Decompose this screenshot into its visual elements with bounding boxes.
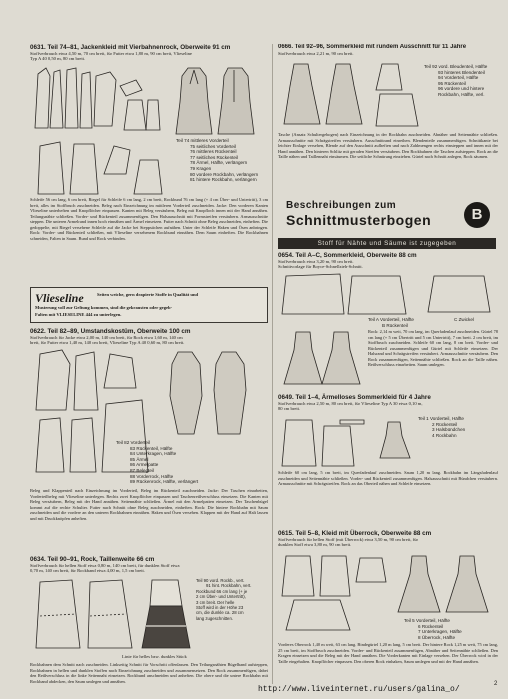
- left-column: [30, 44, 268, 684]
- page-number: 2: [494, 681, 498, 687]
- section-0649: [278, 394, 498, 412]
- labels-0634: [196, 578, 251, 621]
- pattern-pieces-0649: [280, 416, 370, 472]
- fabric-usage-0634: Stoffverbrauch für hellen Stoff etwa 0,80 m, 140 cm breit, für dunklen Stoff etwa: [30, 563, 180, 568]
- banner-title-line-1: Beschreibungen zum: [286, 200, 397, 211]
- part-label: 77 seitliches Rückenteil: [190, 154, 239, 160]
- parts-list-0666: [424, 64, 487, 98]
- part-label: 86 Armelpatte: [130, 462, 159, 468]
- part-label: cm, die dunkle ca. 28 cm: [196, 610, 244, 616]
- part-label: 6 Rückenteil: [418, 623, 444, 629]
- part-label: 88 Vorderrock, Hälfte: [130, 473, 174, 479]
- fabric-usage-0622-b: breit, für Futter etwa 1,40 m, 140 cm breit, Vlieseline Typ A 40 0,60 m, 80 cm breit.: [30, 340, 185, 346]
- parts-list-0622: [116, 440, 198, 485]
- part-label: 85 Ärmel: [130, 456, 149, 462]
- part-label: 79 Kragen: [190, 165, 212, 171]
- part-label: 84 Unterkragen, Hälfte: [130, 451, 177, 457]
- part-label: 81 hintere Rockbahn, verlängern: [190, 177, 257, 183]
- fashion-figure-0631: [166, 62, 266, 137]
- part-label: 89 Rückenrock, Hälfte, verlängert: [130, 479, 199, 485]
- fashion-figure-0622: [156, 346, 266, 438]
- section-header-0622: 0622. Teil 82–89, Umstandskostüm, Oberweite 100 cm: [30, 328, 191, 335]
- fashion-figure-0649: [374, 418, 416, 462]
- section-header-0649: 0649. Teil 1–4, Ärmelloses Sommerkleid für 4 Jahre: [278, 394, 431, 401]
- part-label: 2 Rückenteil: [432, 421, 458, 427]
- part-label: 96 vordere und hintere: [438, 86, 485, 92]
- column-divider: [272, 44, 273, 684]
- fabric-usage-0649: Stoffverbrauch etwa 2,50 m, 80 cm breit, für Vlieseline Typ A 30 etwa 0,10 m,: [278, 401, 423, 406]
- line-legend-0634: Linie für helles bzw. dunkles Stück: [122, 654, 187, 659]
- fashion-figure-0634: [138, 576, 194, 654]
- vlieseline-text-1: Seiten weiche, gern drapierte Stoffe in Qualität und: [97, 292, 199, 297]
- fabric-usage-0654: Stoffverbrauch etwa 3,20 m, 90 cm breit.: [278, 259, 354, 264]
- part-label: 7 Unterkragen, Hälfte: [418, 629, 462, 635]
- section-0654: [278, 252, 498, 270]
- vlieseline-logo: Vlieseline: [35, 291, 84, 305]
- body-text-0622: Beleg und Klappenteil nach Einzeichnung im Vorderteil, Beleg im Rückenteil zuschneiden. Jacke: Der Taschen einarbeiten, Vorderteilbeleg mit Vlieseline unterlegen. Rechts zwei Knopflöcher einpassen und Taschenreißverschluss einsetzen. Die Kanten mit Beleg versäubern, Beleg mit der Hand annähen. Seitennähte schließen. Ärmel mit den Armelpatten einsetzen. Der Taschenbügel kommt auf die rechte Schulter. Futter nach Schnitt ohne Beleg zuschneiden, einheften. Rock: Die hintere Rockbahn mit Saum zuschneiden und die vordere an den unteren Rockbahnen einnähen. Haken und Ösen versehen. Klappen mit der Hand auf Halt lassen und mit Druckknöpfen anheften.: [30, 488, 268, 521]
- parts-list-0649: [418, 416, 465, 438]
- part-label: B Rückenteil: [382, 322, 408, 328]
- right-column: [278, 44, 498, 684]
- body-text-0615: Vorderes Oberrock 1,40 m weit, 63 cm lang. Bindegürtel 1,20 m lang, 5 cm breit. Der hintere Rock 1,25 m weit, 75 cm lang, 25 cm breit, im Stoffbruch zuschneiden. Vorder- und Rückenteil zusammenfügen, Abnäher und Seitennähte schließen. Den Kragen einsetzen und die Beleg mit der Hand annähen. Die Vorderkanten mit Einlage versehen. Der Überrock wird in der Taille eingehalten. Knopflöcher einpassen. Den oberen Rock einhaken, Saum umlegen und mit der Hand annähen.: [278, 642, 498, 664]
- badge-b: B: [464, 202, 490, 228]
- fabric-usage-0622: Stoffverbrauch für Jacke etwa 2,00 m, 140 cm breit, für Rock etwa 1,60 m, 140 cm: [30, 335, 183, 340]
- fabric-usage-0654-b: Schnittvorlage für Boyce-Schnellzieh-Schnitt.: [278, 264, 363, 270]
- part-label: 95 Rückenteil: [438, 80, 466, 86]
- part-label: 3 cm breit. Der helle: [196, 599, 235, 605]
- pattern-pieces-0666: [372, 60, 420, 130]
- part-label: Stoff wird in der Höhe 23: [196, 605, 244, 611]
- body-text-0649: Schleife 60 cm lang, 5 cm breit, im Querfadenlauf zuschneiden. Saum 1,20 m lang. Rockbahn im Längsfadenlauf zuschneiden und Seitennähte schließen. Vorder- und Rückenteil zusammenfügen. Halsausschnitt mit Bündchen versäubern. Armausschnitte mit Schrägstreifen. Rock an das Oberteil nähen und Schleife einsetzen.: [278, 470, 498, 486]
- part-label: C Zwickel: [454, 317, 474, 322]
- body-text-0634: Rockbahnen dem Schnitt nach zuschneiden. Linkseitig Schnitt für Vorschritt offenlassen. Den Teilungsnähten Bügelband aufsteppen, Rockbahnen in hellen und dunklen Stoffen nach Einzeichnung zuschneiden und zusammensetzen. Den Rock zusammenfügen, dabei den Reißverschluss in die linke Seitennaht einsetzen. Rockbund anschneiden und anheften. Die obere und die untere Rockbahn mit Rockband abdecken, den Saum umlegen und annähen.: [30, 662, 268, 684]
- part-label: Teil 74 mittleres Vorderteil: [176, 138, 229, 143]
- section-0634: [30, 556, 268, 574]
- part-label: 94 Vorderteil, Hälfte: [438, 75, 479, 81]
- body-text-0654: Rock: 2,14 m weit, 70 cm lang, im Querfadenlauf zuschneiden. Gürtel 78 cm lang (+ 5 cm Übertritt und 5 cm Untertritt), 7 cm breit. 2 cm breit, im Stoffbruch zuschneiden. Schleife 60 cm lang, 8 cm breit. Vorder- und Rückenteil zusammenfügen und Gürtel mit Schleife einsetzen. Der Halsrand und Schrägstreifen versäubert. Armausschnitte versäubern. Den Rock zusammenfügen, Seitennähte schließen. Rock an die Taille nähen. Reißverschluss einarbeiten. Saum umlegen.: [368, 329, 498, 367]
- section-header-0654: 0654. Teil A–C, Sommerkleid, Oberweite 88 cm: [278, 252, 417, 259]
- part-label: 75 seitliches Vorderteil: [190, 143, 236, 149]
- fabric-usage-0634-b: 0,70 m, 140 cm breit, für Rockband etwa 4,00 m, 1,5 cm breit.: [30, 568, 145, 574]
- part-label: Teil A Vorderteil, Hälfte: [368, 317, 414, 322]
- fabric-usage-0615-b: dunklen Stoff etwa 3,80 m, 90 cm breit.: [278, 542, 352, 548]
- part-label: 91 hint. Rockbahn, vert.: [206, 583, 252, 589]
- part-label: 2 cm Über- und Untertritt),: [196, 594, 246, 600]
- pattern-pieces-0631: [32, 66, 162, 136]
- fashion-figure-0666: [280, 60, 370, 130]
- part-label: 4 Rockbahn: [432, 432, 457, 438]
- section-header-0615: 0615. Teil 5–8, Kleid mit Überrock, Oberweite 88 cm: [278, 530, 432, 537]
- part-label: Rockbund 66 cm lang (+ je: [196, 588, 248, 594]
- part-label: 3 Halsbündchen: [432, 427, 466, 433]
- section-header-0634: 0634. Teil 90–91, Rock, Taillenweite 66 cm: [30, 556, 155, 563]
- section-header-0666: 0666. Teil 92–96, Sommerkleid mit rundem Ausschnitt für 11 Jahre: [278, 44, 467, 50]
- pattern-piece-zwickel: [424, 272, 494, 316]
- pattern-sheet-banner: [278, 196, 498, 240]
- part-label: Rockbahn, Hälfte, verl.: [438, 91, 485, 97]
- fabric-usage-0631: Stoffverbrauch etwa 4,50 m, 70 cm breit, für Futter etwa 1,80 m, 90 cm breit, Vlieseline: [30, 51, 192, 56]
- fashion-figure-0615: [394, 552, 494, 616]
- pattern-pieces-0615: [280, 552, 390, 632]
- fabric-usage-0666: Stoffverbrauch etwa 2,21 m, 90 cm breit.: [278, 51, 354, 56]
- part-label: Teil 1 Vorderteil, Hälfte: [418, 416, 464, 421]
- section-header-0631: 0631. Teil 74–81, Jackenkleid mit Vierbahnenrock, Oberweite 91 cm: [30, 44, 231, 51]
- vlieseline-text-3: Falten mit VLIESELINE 444 zu unterlegen.: [35, 312, 122, 317]
- section-0615: [278, 530, 498, 548]
- fabric-usage-0631-b: Typ A 40 0,50 m, 80 cm breit.: [30, 56, 86, 62]
- part-label: Teil 5 Vorderteil, Hälfte: [404, 618, 450, 623]
- part-label: Teil 92 vord. Bleudenteil, Hälfte: [424, 64, 488, 69]
- part-label: 76 mittleres Rückenteil: [190, 149, 237, 155]
- pattern-pieces-0634: [32, 576, 136, 652]
- vlieseline-ad: [30, 287, 268, 323]
- fabric-usage-0649-b: 80 cm breit.: [278, 406, 301, 412]
- seam-allowance-strip: Stoff für Nähte und Säume ist zugegeben: [278, 238, 496, 249]
- part-label: Teil 82 Vorderteil: [116, 440, 150, 445]
- pattern-pieces-0631-lower: [34, 140, 164, 200]
- fabric-usage-0615: Stoffverbrauch für hellen Stoff (mit Überrock) etwa 3,50 m, 90 cm breit, für: [278, 537, 419, 542]
- body-text-0666: Tasche (Ansatz Schultergebogen) nach Einzeichnung in der Rockbahn zuschneiden. Abnäher und Seitennähte schließen. Armausschnitte mit Schrägstreifen versäubern. Ausschnittrand einreihen. Blendenteile zusammenfügen. Schnittkante bei leichter Einlage versehen, Blende auf den Ausschnitt aufheften und nach Zahlmengen rechts einsteppen und innen mit der Hand annähen. Den hinteren Schlitz mit geraden Streifen versäubern. Den Rockbahnen die Taschen aufsteppen. Rock an die Taille nähen und Taillennaht einsäumen. Die seitliche Schnürung einziehen. Gürtel nach Schnitt anlegen, Rock säumen.: [278, 132, 498, 159]
- parts-list-0631: [176, 138, 258, 183]
- part-label: 83 Rückenteil, Hälfte: [130, 445, 173, 451]
- section-0622: [30, 328, 268, 346]
- parts-list-0615: [404, 618, 462, 640]
- part-label: 8 Überrock, Hälfte: [418, 634, 456, 640]
- part-label: 80 vordere Rockbahn, verlängern: [190, 171, 259, 177]
- fashion-figure-0654: [280, 328, 364, 388]
- pattern-pieces-0654: [280, 272, 410, 316]
- part-label: Teil 90 vord. Rockb., vert.: [196, 578, 245, 583]
- parts-list-0654-c: [454, 317, 474, 323]
- part-label: 93 hinteres Blendenteil: [438, 69, 485, 75]
- source-url[interactable]: http://www.liveinternet.ru/users/galina_o/: [258, 685, 460, 694]
- vlieseline-text-2: Musterung voll zur Geltung kommen, sind die gekrausten oder gegeb-: [35, 305, 173, 310]
- parts-list-0654: [368, 317, 414, 328]
- banner-title-line-2: Schnittmusterbogen: [286, 212, 432, 228]
- body-text-0631: Schleife 56 cm lang, 6 cm breit, Riegel für Schleife 6 cm lang, 2 cm breit, Rockbund 76 cm lang (+ 4 cm Über- und Untertritt), 3 cm breit, alles im Stoffbruch zuschneiden. Beleg nach Einzeichnung im mittleren Vorderteil zuschneiden. Jacke: Den vorderen Kanten Vlieseline unterheften und Knopflöcher einpassen. Kanten mit Beleg versäubern, Beleg mit Knopfloch innen mit der Hand annähen. Teilungsnähte schließen. Vorder- und Rückenteil zusammenfügen. Den Halsausschnitt mit Formstreifen versäubern. Armausschnitte steppen. Die unteren Armelrand innen hoch einnähen und Ärmel einsetzen. Futter nach Schnitt ohne Beleg zuschneiden, einheften. Die gedoppelte, mit Riegel versehene Schleife auf die Jacke bei Steppstichen aufnähen. Unter der Schleife Haken und Ösen anbringen. Rock: Vorder- und Rückenteil schließen, mit Vlieseline versehenem Rockbund einnähen. Dem Saum einheften. Die Rockbahnen schneiden, Falten in Saum. Bund und Rock verbinden.: [30, 197, 268, 241]
- part-label: 78 Ärmel, Hälfte, verlängern: [190, 160, 248, 166]
- part-label: lang zugeschnitten.: [196, 615, 234, 621]
- part-label: 87 Belegteil: [130, 467, 155, 473]
